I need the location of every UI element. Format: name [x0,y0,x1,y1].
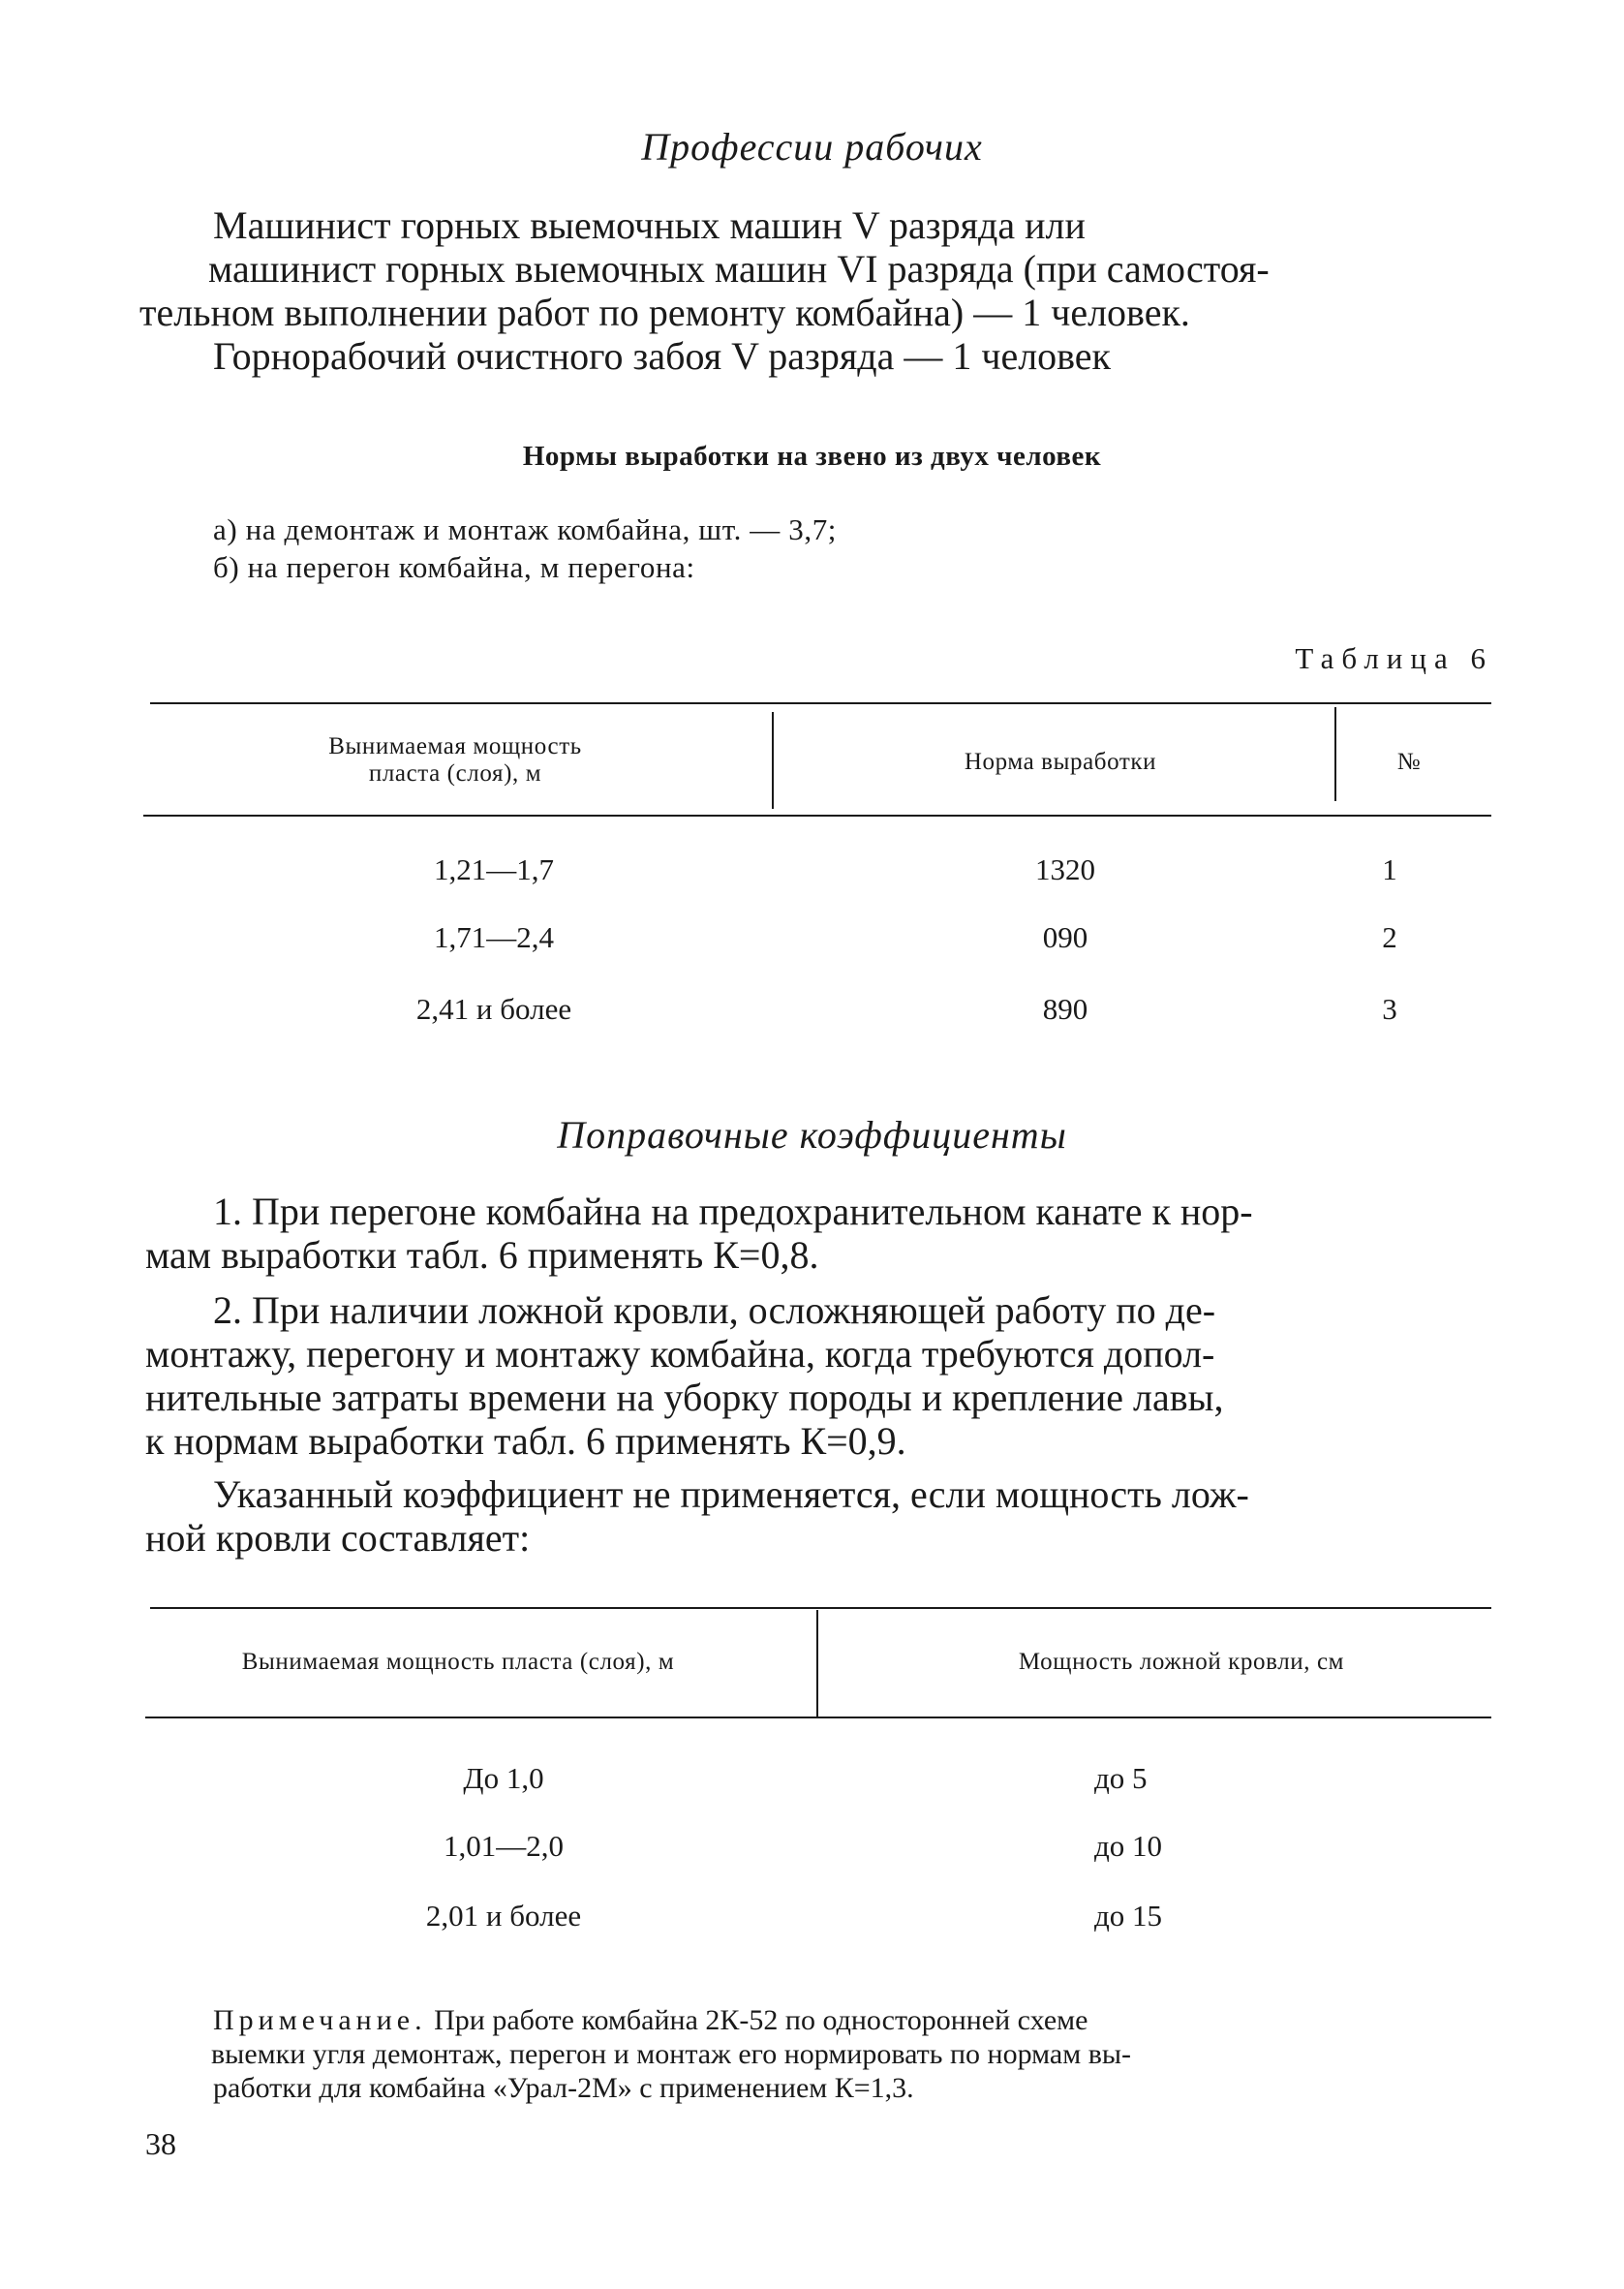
table6-caption: Таблица 6 [1295,641,1493,675]
table6-cell-thickness: 2,41 и более [415,992,572,1026]
table6-cell-thickness: 1,21—1,7 [434,852,554,886]
professions-line: Машинист горных выемочных машин V разряда или [213,203,1086,247]
coefficients-line: 1. При перегоне комбайна на предохранительном канате к нор- [213,1190,1253,1233]
note-line: выемки угля демонтаж, перегон и монтаж его нормировать по нормам вы- [211,2038,1132,2070]
coefficients-paragraph-3 [145,1472,1496,1560]
note-block [213,2003,1491,2105]
roof-table-header-rule [145,1717,1491,1718]
note-label: Примечание. [213,2004,427,2036]
roof-table-header-roof: Мощность ложной кровли, см [1018,1649,1345,1675]
norms-item: б) на перегон комбайна, м перегона: [213,550,695,584]
norms-item: а) на демонтаж и монтаж комбайна, шт. — 3,7; [213,512,838,546]
norms-list [213,510,837,586]
table6-header-rule [143,815,1491,817]
coefficients-line: мам выработки табл. 6 применять К=0,8. [145,1233,819,1277]
coefficients-line: 2. При наличии ложной кровли, осложняющей работу по де- [213,1288,1216,1332]
table6-top-rule [150,702,1491,704]
roof-table-cell-roof: до 10 [1094,1829,1163,1863]
section-title-coefficients: Поправочные коэффициенты [557,1113,1067,1157]
table6-header-number: № [1396,749,1422,775]
coefficients-line: ной кровли составляет: [145,1516,531,1560]
table6-cell-norm: 890 [1042,992,1088,1026]
coefficients-line: Указанный коэффициент не применяется, если мощность лож- [213,1472,1249,1516]
professions-line: машинист горных выемочных машин VI разряда (при самостоя- [208,247,1270,291]
page-number: 38 [145,2126,176,2161]
table6-divider-2 [1334,707,1336,801]
table6-header-thickness [223,733,688,788]
table6-cell-number: 1 [1382,852,1397,886]
roof-table-cell-roof: до 5 [1094,1761,1148,1795]
coefficients-line: к нормам выработки табл. 6 применять К=0,9. [145,1419,906,1463]
table6-cell-norm: 090 [1042,920,1088,954]
note-text: При работе комбайна 2К-52 по односторонней схеме [434,2004,1088,2036]
table6-cell-thickness: 1,71—2,4 [434,920,554,954]
roof-table-cell-thickness: До 1,0 [463,1761,544,1795]
roof-table-cell-roof: до 15 [1094,1899,1163,1933]
professions-line: тельном выполнении работ по ремонту комбайна) — 1 человек. [139,291,1190,334]
coefficients-line: монтажу, перегону и монтажу комбайна, когда требуются допол- [145,1332,1215,1376]
roof-table-divider [816,1610,818,1717]
note-line: работки для комбайна «Урал-2М» с применением К=1,3. [213,2072,914,2104]
coefficients-paragraph-2 [145,1288,1496,1463]
table6-header-thickness-line: Вынимаемая мощность [328,733,582,759]
roof-table-cell-thickness: 1,01—2,0 [444,1829,564,1863]
table6-cell-number: 3 [1382,992,1397,1026]
roof-table-cell-thickness: 2,01 и более [425,1899,582,1933]
section-title-professions: Профессии рабочих [641,125,983,169]
table6-divider-1 [772,712,774,809]
table6-cell-number: 2 [1382,920,1397,954]
table6-header-thickness-line: пласта (слоя), м [368,760,542,787]
table6-header-norm: Норма выработки [964,749,1157,775]
roof-table-top-rule [150,1607,1491,1609]
norms-title: Нормы выработки на звено из двух человек [522,441,1102,472]
professions-line: Горнорабочий очистного забоя V разряда — 1 человек [213,334,1111,378]
table6-cell-norm: 1320 [1035,852,1095,886]
coefficients-paragraph-1 [145,1190,1496,1277]
roof-table-header-thickness: Вынимаемая мощность пласта (слоя), м [241,1649,675,1675]
professions-paragraph [139,203,1496,378]
note-line [213,2003,1491,2037]
coefficients-line: нительные затраты времени на уборку породы и крепление лавы, [145,1376,1224,1419]
